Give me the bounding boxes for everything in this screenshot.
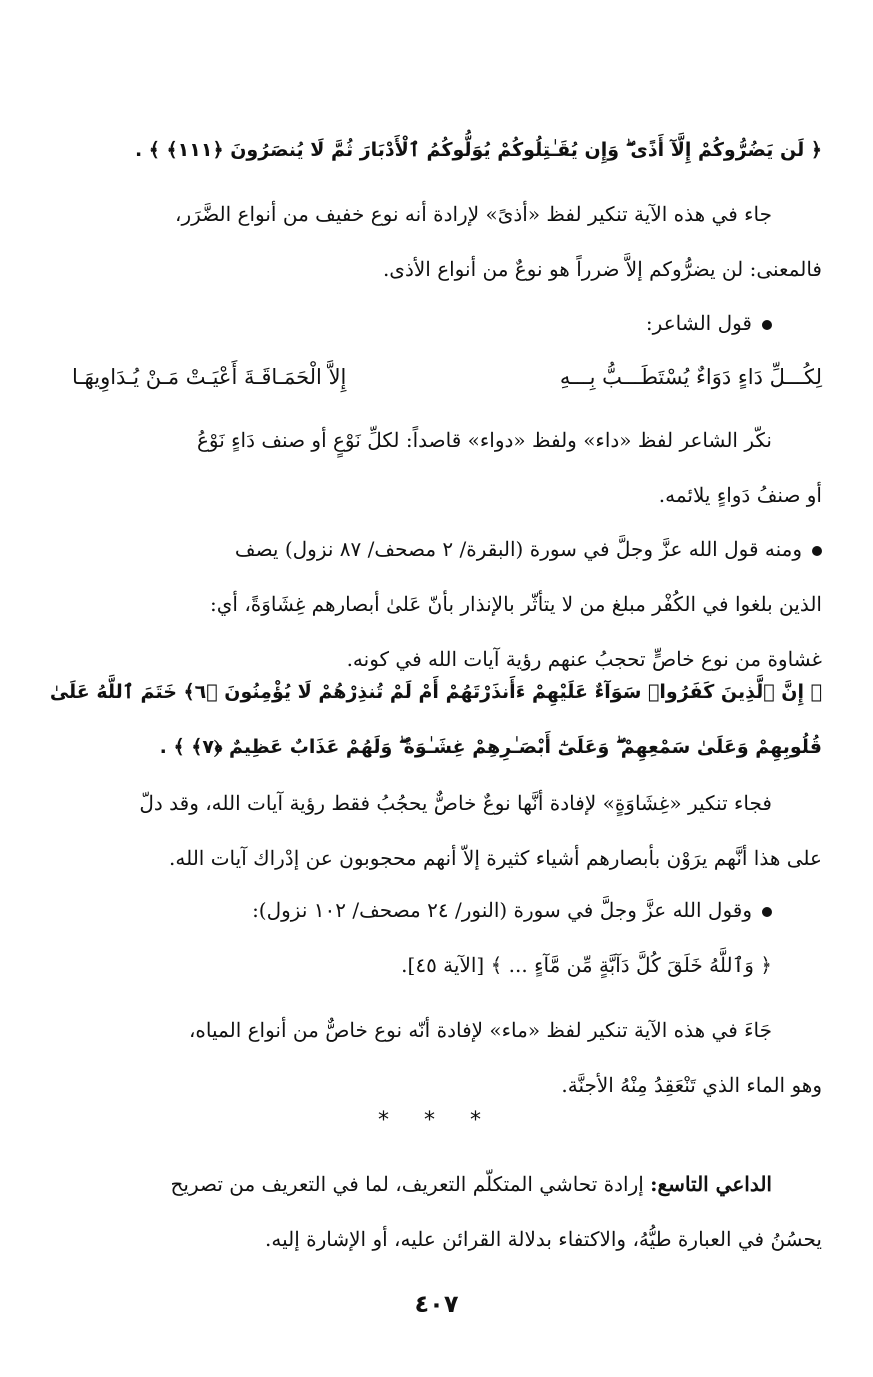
verse-117-block (72, 123, 822, 178)
paragraph-3-line-2: الذين بلغوا في الكُفْر مبلغ من لا يتأثّر بالإنذار بأنّ عَلىٰ أبصارهم غِشَاوَةً، أي: (210, 592, 822, 616)
bullet-icon (812, 546, 822, 556)
verse-6-7-block (49, 665, 822, 775)
bullet-icon (762, 907, 772, 917)
paragraph-7-line-2: يحسُنُ في العبارة طيُّهُ، والاكتفاء بدلالة القرائن عليه، أو الإشارة إليه. (265, 1227, 822, 1251)
paragraph-6-line-2: وهو الماء الذي تَنْعَقِدُ مِنْهُ الأجنَّة. (561, 1073, 822, 1097)
paragraph-5-line-1: وقول الله عزَّ وجلَّ في سورة (النور/ ٢٤ مصحف/ ١٠٢ نزول): (252, 898, 752, 922)
poem-hemistich-1: لِكُـــلِّ دَاءٍ دَوَاءٌ يُسْتَطَـــبُّ بِـــهِ (559, 365, 822, 389)
quran-verse-6-7-line-2: قُلُوبِهِمْ وَعَلَىٰ سَمْعِهِمْ ۖ وَعَلَىٰٓ أَبْصَـٰرِهِمْ غِشَـٰوَةٌ ۖ وَلَهُمْ عَذَابٌ عَظِيمٌ ﴿٧﴾ ﴾ . (159, 736, 822, 758)
bullet-icon (762, 320, 772, 330)
quran-verse-6-7-line-1: ﴿ إِنَّ ٱلَّذِينَ كَفَرُوا۟ سَوَآءٌ عَلَيْهِمْ ءَأَنذَرْتَهُمْ أَمْ لَمْ تُنذِرْهُمْ لَا يُؤْمِنُونَ ﴿٦﴾ خَتَمَ ٱللَّهُ عَلَىٰ (49, 681, 822, 703)
poet-label-row (72, 296, 822, 351)
paragraph-7-heading: الداعي التاسع: (650, 1172, 772, 1196)
paragraph-5-line-2: ﴿ وَٱللَّهُ خَلَقَ كُلَّ دَآبَّةٍ مِّن مَّآءٍ ... ﴾ [الآية ٤٥]. (401, 953, 772, 977)
paragraph-5 (72, 883, 822, 993)
paragraph-1-line-2: فالمعنى: لن يضرُّوكم إلاَّ ضرراً هو نوعٌ من أنواع الأذى. (382, 257, 822, 281)
paragraph-7 (72, 1157, 822, 1267)
paragraph-2-line-1: نكّر الشاعر لفظ «داء» ولفظ «دواء» قاصداً: لكلِّ نَوْعٍ أو صنف دَاءٍ نَوْعُ (196, 428, 772, 452)
paragraph-3-line-3: غشاوة من نوع خاصٍّ تحجبُ عنهم رؤية آيات الله في كونه. (346, 647, 822, 671)
page-number: ٤٠٧ (414, 1290, 459, 1318)
paragraph-4-line-1: فجاء تنكير «غِشَاوَةٍ» لإفادة أنَّها نوعٌ خاصٌّ يحجُبُ فقط رؤية آيات الله، وقد دلّ (139, 791, 772, 815)
poem-verse (72, 350, 822, 405)
section-separator: * * * (378, 1108, 495, 1133)
paragraph-3 (72, 522, 822, 687)
paragraph-1 (72, 187, 822, 297)
paragraph-2-line-2: أو صنفُ دَواءٍ يلائمه. (658, 483, 822, 507)
paragraph-2 (72, 413, 822, 523)
paragraph-3-line-1: ومنه قول الله عزَّ وجلَّ في سورة (البقرة/ ٢ مصحف/ ٨٧ نزول) يصف (234, 537, 802, 561)
paragraph-6-line-1: جَاءَ في هذه الآية تنكير لفظ «ماء» لإفادة أنّه نوع خاصٌّ من أنواع المياه، (188, 1018, 772, 1042)
quran-verse-117: ﴿ لَن يَضُرُّوكُمْ إِلَّآ أَذًى ۖ وَإِن يُقَـٰتِلُوكُمْ يُوَلُّوكُمُ ٱلْأَدْبَارَ ثُمَّ لَا يُنصَرُونَ ﴿١١١﴾ ﴾ . (134, 139, 822, 161)
paragraph-4 (72, 776, 822, 886)
paragraph-6 (72, 1003, 822, 1113)
poet-label: قول الشاعر: (645, 311, 752, 335)
paragraph-4-line-2: على هذا أنَّهم يرَوْن بأبصارهم أشياء كثيرة إلاّ أنهم محجوبون عن إدْراك آيات الله. (169, 846, 822, 870)
poem-hemistich-2: إِلاَّ الْحَمَـاقَـةَ أَعْيَـتْ مَـنْ يُـدَاوِيهَـا (72, 365, 347, 389)
paragraph-1-line-1: جاء في هذه الآية تنكير لفظ «أذىً» لإرادة أنه نوع خفيف من أنواع الضَّرَر، (175, 202, 772, 226)
paragraph-7-line-1: إرادة تحاشي المتكلّم التعريف، لما في التعريف من تصريح (170, 1172, 644, 1196)
